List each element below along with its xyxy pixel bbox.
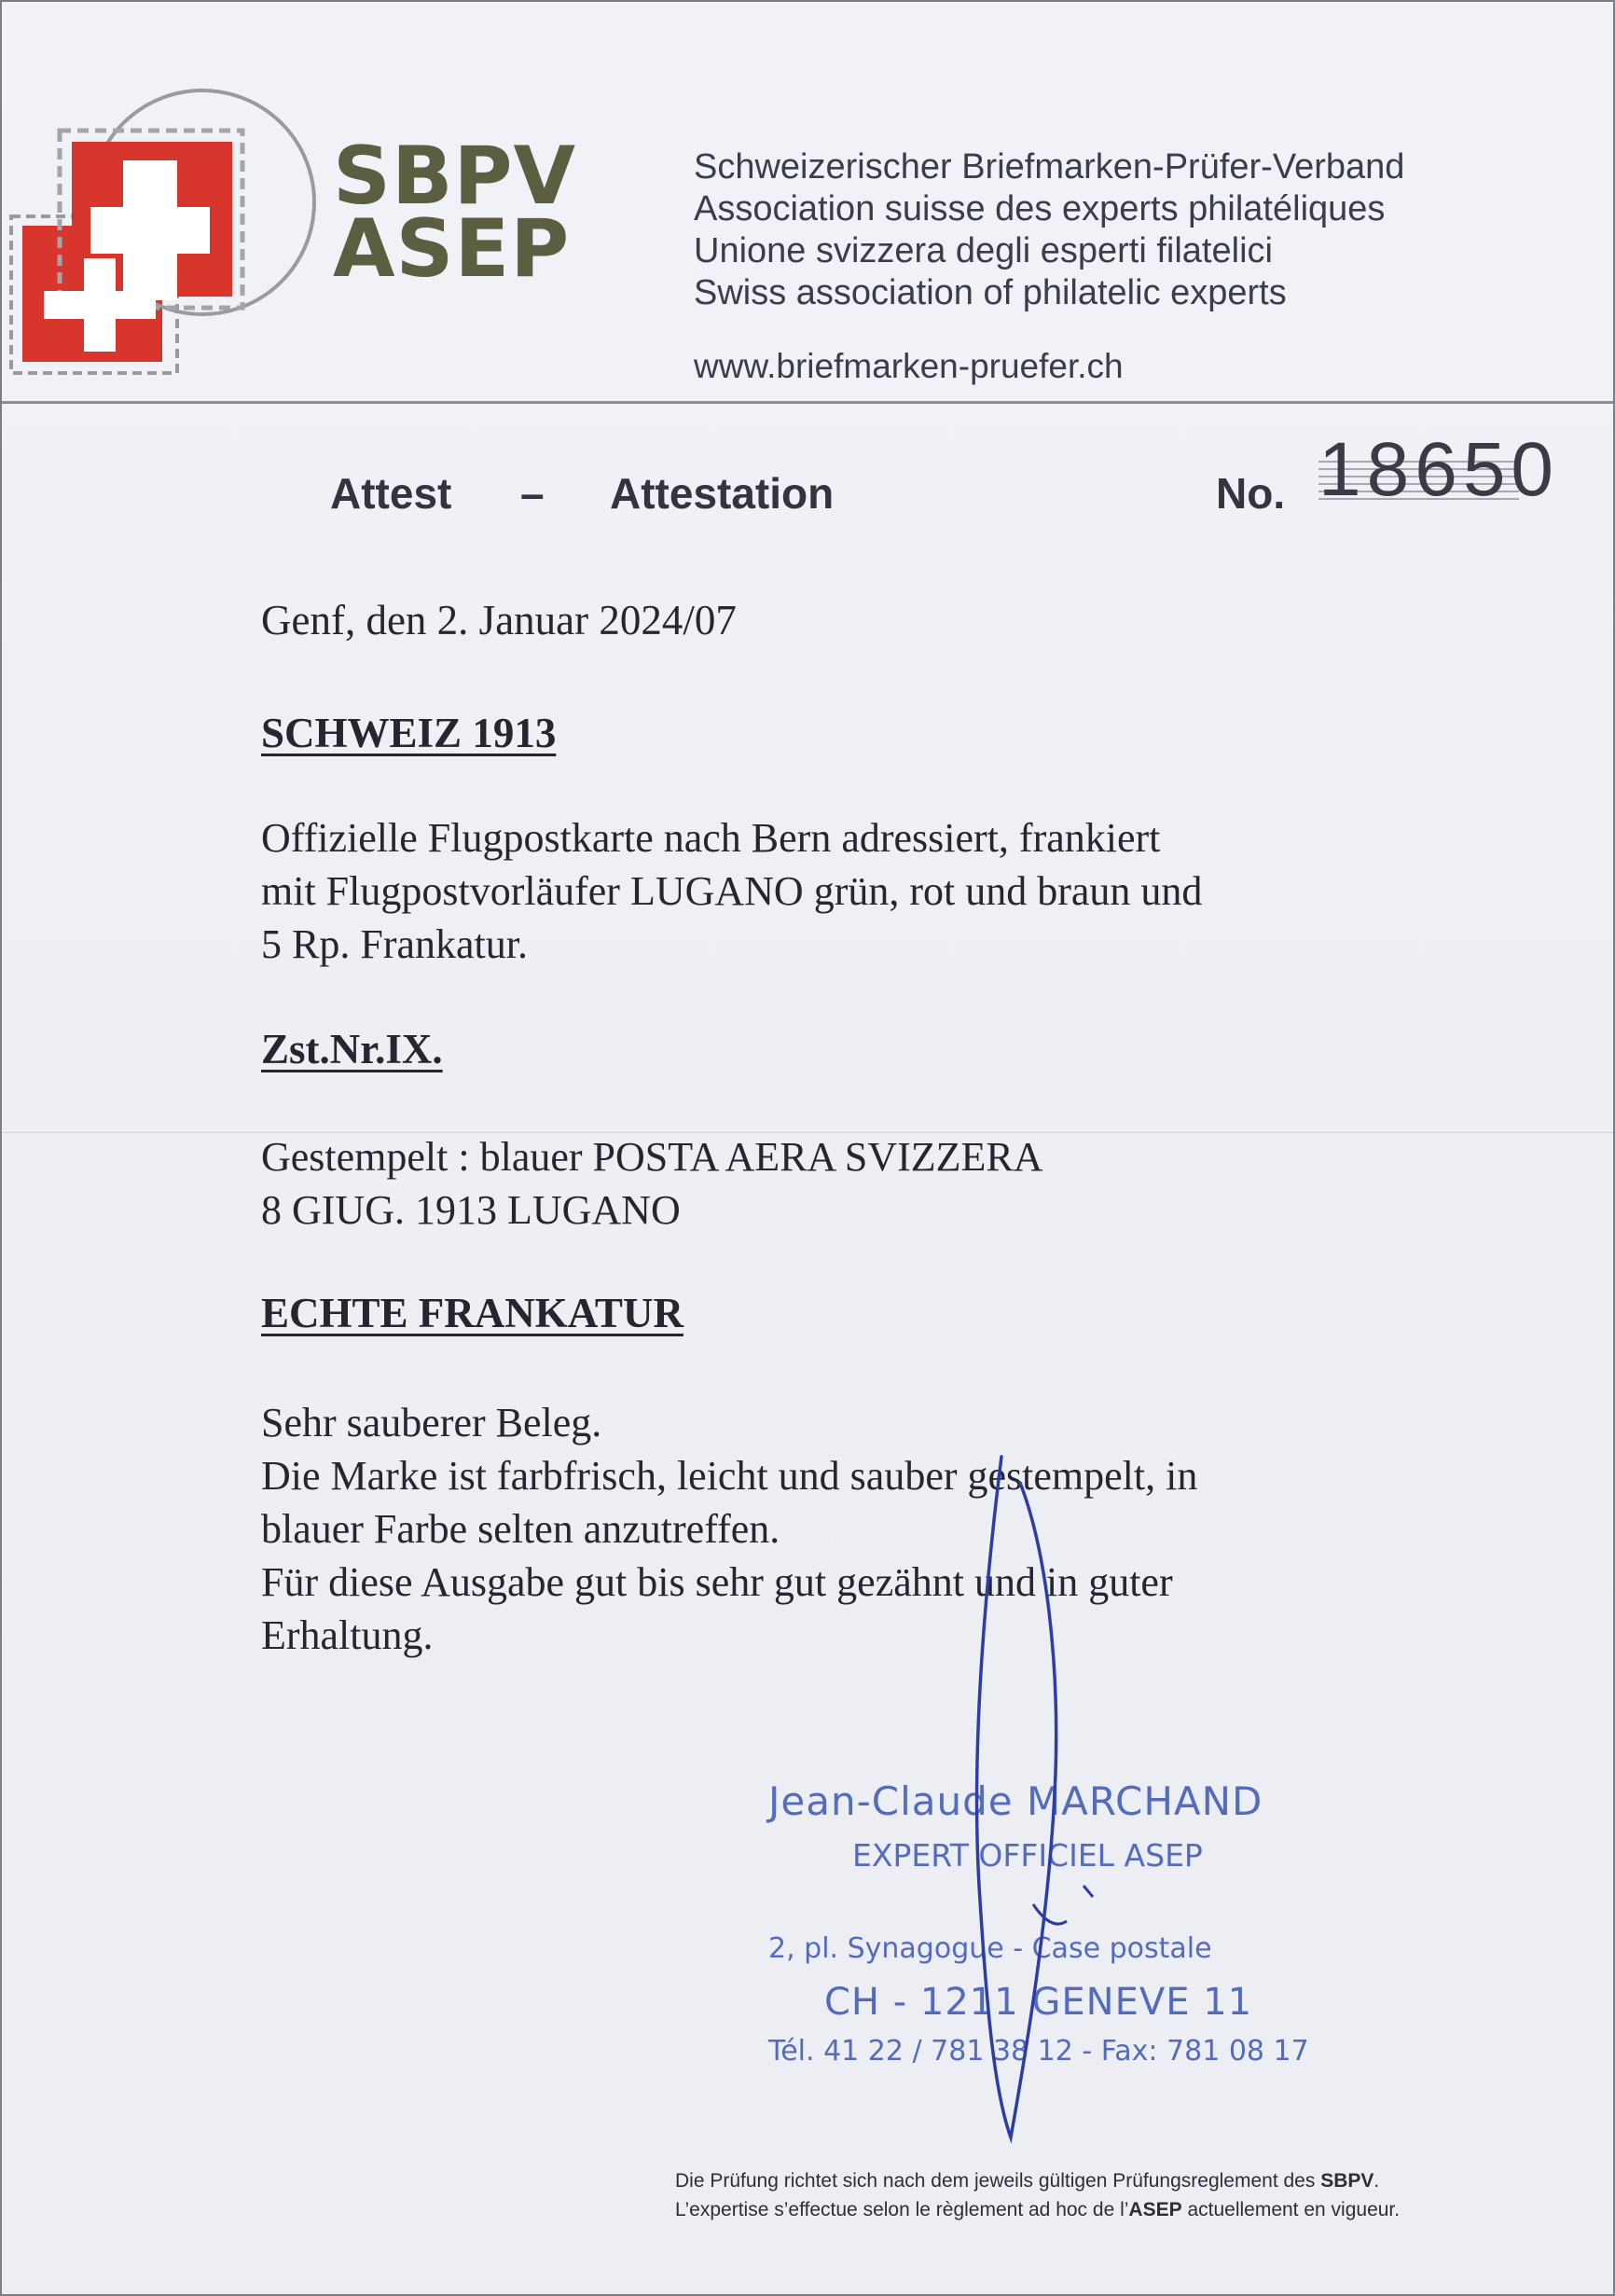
header-divider	[2, 401, 1615, 404]
catalogue-heading: Zst.Nr.IX.	[261, 1026, 443, 1072]
description-paragraph	[261, 811, 1202, 971]
stamp-expert-role: EXPERT OFFICIEL ASEP	[852, 1837, 1203, 1874]
cancellation-paragraph	[261, 1130, 1043, 1237]
stamp-address: 2, pl. Synagogue - Case postale	[768, 1932, 1212, 1965]
brand-asep: ASEP	[333, 202, 571, 296]
cancellation-line: 8 GIUG. 1913 LUGANO	[261, 1187, 681, 1233]
condition-line: Die Marke ist farbfrisch, leicht und sauber gestempelt, in	[261, 1453, 1198, 1499]
brand-sbpv: SBPV	[333, 130, 577, 223]
cancellation-line: Gestempelt : blauer POSTA AERA SVIZZERA	[261, 1134, 1043, 1180]
stamp-city: CH - 1211 GENEVE 11	[824, 1981, 1253, 2024]
association-name-fr: Association suisse des experts philatéliques	[694, 189, 1386, 228]
footer-line-fr: L’expertise s’effectue selon le règlement ad hoc de l’ASEP actuellement en vigueur.	[675, 2199, 1401, 2220]
stamp-expert-name: Jean-Claude MARCHAND	[768, 1778, 1263, 1824]
verdict-heading: ECHTE FRANKATUR	[261, 1290, 683, 1336]
association-name-en: Swiss association of philatelic experts	[694, 273, 1287, 312]
swiss-stamp-logo-icon	[2, 58, 338, 394]
website-link[interactable]: www.briefmarken-pruefer.ch	[694, 347, 1124, 385]
description-line: Offizielle Flugpostkarte nach Bern adressiert, frankiert	[261, 815, 1161, 861]
description-line: mit Flugpostvorläufer LUGANO grün, rot und braun und	[261, 868, 1203, 914]
title-attest: Attest	[330, 469, 452, 518]
issue-date: Genf, den 2. Januar 2024/07	[261, 597, 737, 643]
condition-line: Erhaltung.	[261, 1612, 434, 1658]
condition-line: Sehr sauberer Beleg.	[261, 1400, 602, 1445]
title-attestation: Attestation	[610, 469, 835, 518]
title-dash: –	[520, 469, 545, 518]
condition-line: blauer Farbe selten anzutreffen.	[261, 1506, 780, 1552]
association-names	[694, 146, 1404, 314]
footer-disclaimer	[675, 2166, 1400, 2224]
brand-wordmark	[333, 130, 577, 296]
footer-line-de: Die Prüfung richtet sich nach dem jeweils gültigen Prüfungsreglement des SBPV.	[675, 2170, 1380, 2192]
association-name-it: Unione svizzera degli esperti filatelici	[694, 231, 1273, 270]
condition-line: Für diese Ausgabe gut bis sehr gut gezähnt und in guter	[261, 1559, 1173, 1605]
description-line: 5 Rp. Frankatur.	[261, 921, 528, 967]
country-heading: SCHWEIZ 1913	[261, 710, 557, 756]
certificate-no-label: No.	[1216, 469, 1286, 518]
certificate-number: 18650	[1318, 427, 1560, 512]
condition-paragraph	[261, 1396, 1197, 1662]
association-name-de: Schweizerischer Briefmarken-Prüfer-Verband	[694, 147, 1405, 187]
stamp-phone: Tél. 41 22 / 781 38 12 - Fax: 781 08 17	[768, 2035, 1309, 2068]
